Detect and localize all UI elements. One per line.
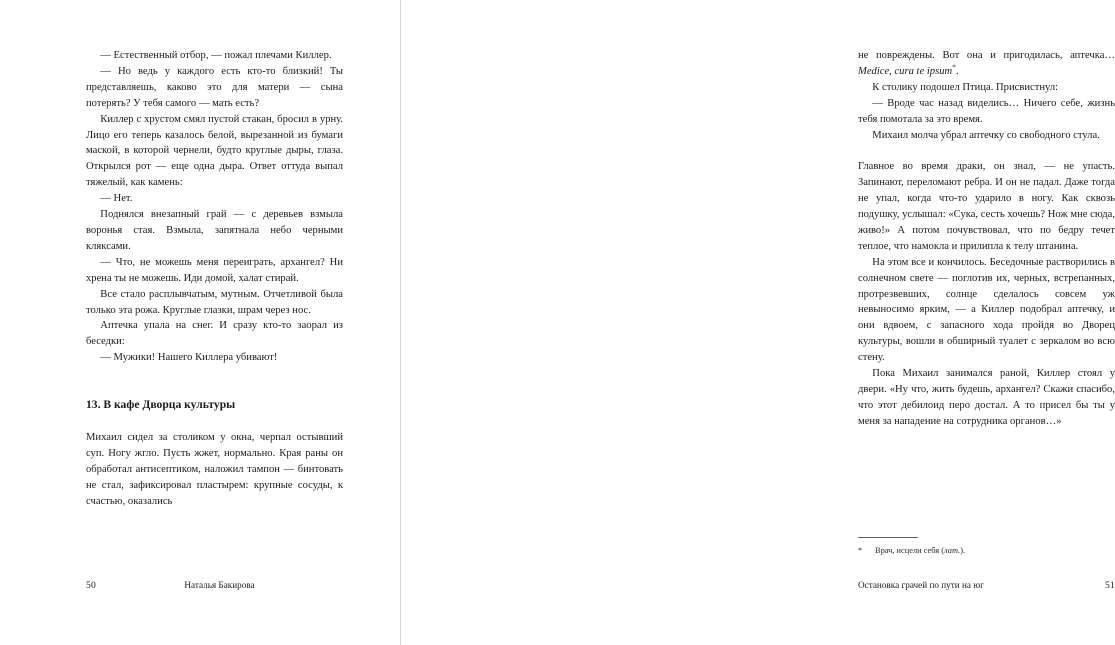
paragraph: На этом все и кончилось. Беседочные растворились в солнечном свете — поглотив их, черных, встрепанных, протрезвевших, солнце сделалось совсем уж невыносимо ярким, — а Киллер подобрал аптечку, и они вдвоем, с запасного хода пройдя во Дворец культуры, вошли в обширный туалет с зеркалом во всю стену. [858,256,1115,364]
footnote-text-after: ). [960,546,966,555]
footnote-separator-rule [858,537,918,538]
left-page-footer [86,580,343,591]
paragraph: — Вроде час назад виделись… Ничего себе, жизнь тебя помотала за это время. [858,97,1115,125]
footnote-text-before: Врач, исцели себя ( [875,546,945,555]
paragraph: — Что, не можешь меня переиграть, архангел? Ни хрена ты не можешь. Иди домой, халат стирай. [86,256,343,284]
paragraph: Главное во время драки, он знал, — не упасть. Запинают, переломают ребра. И он не падал. Даже тогда не упал, когда что-то ударило в ногу. Как сквозь подушку, услышал: «Сука, сесть хочешь? Нож мне сюда, живо!» А потом почувствовал, что по бедру течет теплое, что намокла и прилипла к телу штанина. [858,161,1115,252]
paragraph: Михаил сидел за столиком у окна, черпал остывший суп. Ногу жгло. Пусть жжет, нормально. Края раны он обработал антисептиком, наложил тампон — бинтовать не стал, зафиксировал пластырем: крупные сосуды, к счастью, оказались [86,432,343,507]
footnote-text [875,545,1115,557]
chapter-heading-block [86,397,343,413]
left-page [0,0,400,645]
footnote-marker: * [858,546,863,555]
right-page-footer [858,580,1115,591]
page-number: 51 [1105,580,1115,591]
chapter-title: 13. В кафе Дворца культуры [86,398,236,412]
footnote-entry [858,545,1115,557]
running-head-author: Наталья Бакирова [184,580,255,590]
paragraph: — Нет. [100,193,133,205]
paragraph: Аптечка упала на снег. И сразу кто-то заорал из беседки: [86,320,343,348]
running-head-title: Остановка грачей по пути на юг [858,580,984,590]
paragraph-lead-text: не повреждены. Вот она и пригодилась, аптечка… [858,50,1115,61]
paragraph: — Мужики! Нашего Киллера убивают! [100,352,278,364]
paragraph-tail-text: . [955,65,959,77]
footnote-block [858,537,1115,557]
footnote-language-abbr: лат. [944,546,961,555]
latin-phrase: Medice, cura te ipsum [858,65,953,77]
paragraph: Киллер с хрустом смял пустой стакан, бросил в урну. Лицо его теперь казалось белой, вырезанной из бумаги маской, в которой чернели, будто круглые дыры, глаза. Открылся рот — еще одна дыра. Ответ оттуда выпал тяжелый, как камень: [86,113,343,189]
paragraph: Поднялся внезапный грай — с деревьев взмыла воронья стая. Взмыла, запятнала небо черными кляксами. [86,209,343,252]
left-page-text-column [86,48,343,510]
footnote-reference-marker: * [952,62,956,72]
paragraph: — Но ведь у каждого есть кто-то близкий! Ты представляешь, каково это для матери — сына потерять? У тебя самого — мать есть? [86,65,343,109]
paragraph-continuation [858,48,1115,80]
paragraph: — Естественный отбор, — пожал плечами Киллер. [100,50,332,61]
paragraph: К столику подошел Птица. Присвистнул: [872,81,1059,93]
paragraph: Михаил молча убрал аптечку со свободного стула. [872,129,1100,141]
page-number: 50 [86,580,96,591]
paragraph: Все стало расплывчатым, мутным. Отчетливой была только эта рожа. Круглые глазки, шрам через нос. [86,288,343,316]
paragraph: Пока Михаил занимался раной, Киллер стоял у двери. «Ну что, жить будешь, архангел? Скажи спасибо, что этот дебилоид перо достал. А то присел бы ты у меня за нападение на сотрудника органов…» [858,368,1115,427]
right-page [400,0,1115,645]
right-page-text-column [858,48,1115,430]
